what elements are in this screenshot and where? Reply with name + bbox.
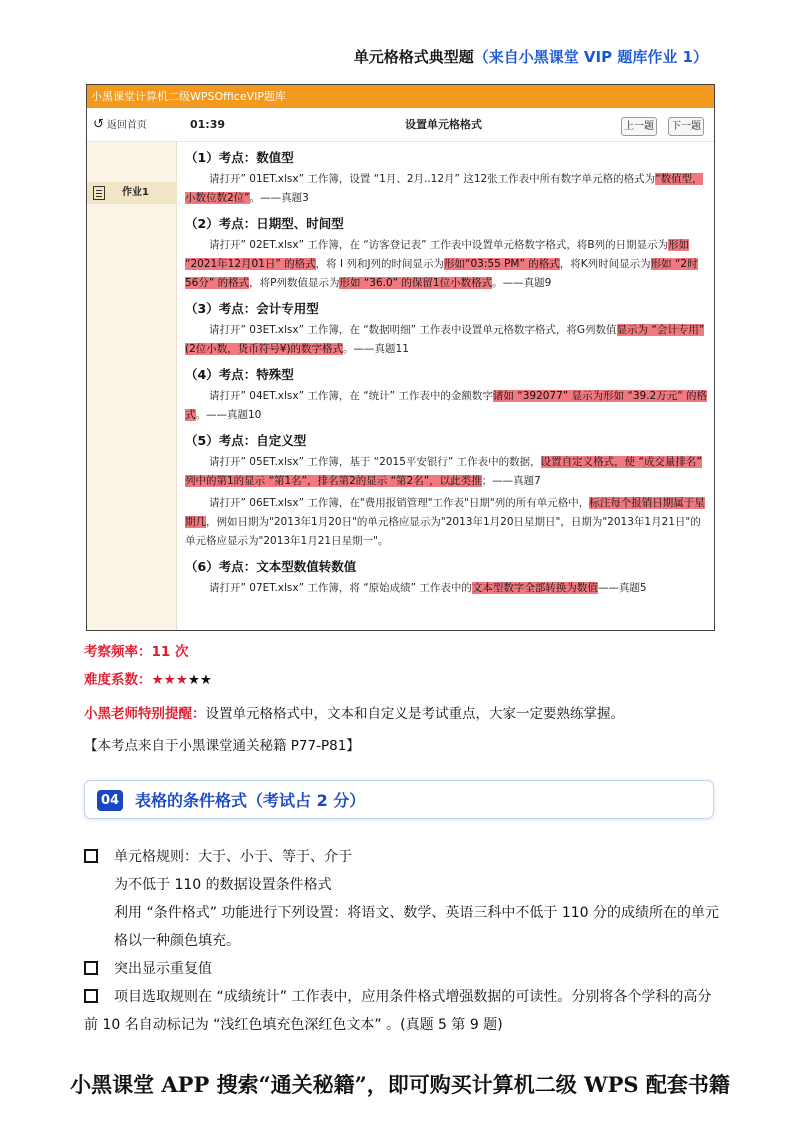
- checklist-item-text: 项目选取规则在 “成绩统计” 工作表中，应用条件格式增强数据的可读性。分别将各个学科的高分前 10 名自动标记为 “浅红色填充色深红色文本” 。(真题 5 第 9 题): [84, 989, 712, 1033]
- question-text: ，例如日期为"2013年1月20日"的单元格应显示为"2013年1月20日星期日"，日期为"2013年1月21日"的单元格应显示为"2013年1月21日星期一"。: [185, 516, 701, 547]
- question-text: 。——真题9: [492, 277, 552, 289]
- question-paragraph: [185, 170, 708, 208]
- checklist-item-text: 单元格规则：大于、小于、等于、介于: [114, 849, 352, 865]
- topic-heading: （6）考点：文本型数值转数值: [185, 559, 357, 574]
- app-title-bar: 小黑课堂计算机二级WPSOfficeVIP题库: [87, 85, 714, 108]
- checklist-item: [84, 955, 724, 983]
- app-toolbar: [87, 108, 714, 142]
- highlighted-text: 诸如 “392077” 显示为形如 “39.2万元” 的格式: [185, 390, 708, 421]
- next-question-button[interactable]: 下一题: [668, 117, 704, 136]
- question-text: 请打开” 05ET.xlsx” 工作簿，基于 “2015平安银行” 工作表中的数据，: [209, 456, 541, 468]
- question-text: 。——真题3: [249, 192, 309, 204]
- section-number: 04: [97, 790, 123, 811]
- question-paragraph: [185, 579, 708, 598]
- app-screenshot: [86, 84, 715, 631]
- question-text: 请打开” 04ET.xlsx” 工作簿，在 “统计” 工作表中的金额数字: [209, 390, 493, 402]
- screen-title: 设置单元格格式: [405, 118, 482, 131]
- question-text: 请打开” 02ET.xlsx” 工作簿，在 “访客登记表” 工作表中设置单元格数字格式，将B列的日期显示为: [209, 239, 669, 251]
- topic-heading: （3）考点：会计专用型: [185, 301, 319, 316]
- checkbox-icon: [84, 961, 98, 975]
- question-text: 请打开” 07ET.xlsx” 工作簿，将 “原始成绩” 工作表中的: [209, 582, 472, 594]
- difficulty-stars-empty: ★★: [187, 672, 213, 688]
- back-arrow-icon: ↺: [93, 117, 104, 132]
- difficulty: [84, 668, 212, 688]
- question-paragraph: [185, 387, 708, 425]
- sidebar-item-homework1[interactable]: [87, 182, 177, 204]
- timer: 01:39: [190, 118, 226, 131]
- source-note: 【本考点来自于小黑课堂通关秘籍 P77-P81】: [84, 738, 360, 754]
- highlighted-text: 形如“03:55 PM” 的格式: [444, 258, 560, 270]
- topic-heading: （5）考点：自定义型: [185, 433, 307, 448]
- document-title-source: （来自小黑课堂 VIP 题库作业 1）: [473, 48, 708, 66]
- back-home-button[interactable]: [93, 108, 147, 142]
- highlighted-text: 形如 “2021年12月01日” 的格式: [185, 239, 690, 270]
- document-icon: [93, 186, 105, 200]
- checklist-item-subtext: 为不低于 110 的数据设置条件格式: [114, 877, 332, 893]
- sidebar-item-label: 作业1: [122, 187, 149, 198]
- checklist-item-text: 突出显示重复值: [114, 961, 212, 977]
- highlighted-text: 文本型数字全部转换为数值: [471, 582, 598, 594]
- section-title: 表格的条件格式（考试占 2 分）: [135, 791, 366, 810]
- topic-heading: （2）考点：日期型、时间型: [185, 216, 344, 231]
- section-header: [84, 780, 714, 819]
- question-text: ，将P列数值显示为: [249, 277, 340, 289]
- back-home-label: 返回首页: [106, 120, 147, 131]
- highlighted-text: 设置自定义格式，使 “成交量排名” 列中的第1的显示 “第1名”，排名第2的显示 “第2名”，以此类推: [185, 456, 702, 487]
- difficulty-label: 难度系数：: [84, 672, 152, 688]
- question-text: 。——真题10: [195, 409, 262, 421]
- question-paragraph: [185, 321, 708, 359]
- difficulty-stars-filled: ★★★: [151, 672, 188, 688]
- question-text: ；——真题7: [481, 475, 541, 487]
- document-title: [354, 46, 708, 67]
- question-paragraph: [185, 494, 708, 551]
- highlighted-text: 形如 “2时56分” 的格式: [185, 258, 698, 289]
- checklist-item-detail: 利用 “条件格式” 功能进行下列设置：将语文、数学、英语三科中不低于 110 分的成绩所在的单元格以一种颜色填充。: [114, 905, 720, 949]
- question-text: 请打开” 06ET.xlsx” 工作簿，在"费用报销管理"工作表"日期"列的所有单元格中，: [209, 497, 590, 509]
- question-text: ——真题5: [597, 582, 647, 594]
- checklist-item: [84, 983, 724, 1039]
- question-text: 。——真题11: [343, 343, 409, 355]
- question-text: ，将K列时间显示为: [559, 258, 651, 270]
- question-text: 请打开” 03ET.xlsx” 工作簿，在 “数据明细” 工作表中设置单元格数字格式，将G列数值: [209, 324, 617, 336]
- checklist-item: [84, 843, 724, 955]
- footer-promo: 小黑课堂 APP 搜索“通关秘籍”，即可购买计算机二级 WPS 配套书籍: [70, 1072, 730, 1097]
- checkbox-icon: [84, 849, 98, 863]
- highlighted-text: 形如 “36.0” 的保留1位小数格式: [339, 277, 493, 289]
- highlighted-text: 标注每个报销日期属于星期几: [185, 497, 705, 528]
- question-content: [177, 142, 714, 630]
- reminder-label: 小黑老师特别提醒：: [84, 706, 206, 722]
- exam-frequency: 考察频率：11 次: [84, 644, 189, 660]
- reminder-text: 设置单元格格式中，文本和自定义是考试重点，大家一定要熟练掌握。: [205, 706, 624, 722]
- highlighted-text: “数值型，小数位数2位”: [185, 173, 703, 204]
- question-text: 请打开” 01ET.xlsx” 工作簿，设置 “1月、2月..12月” 这12张工作表中所有数字单元格的格式为: [209, 173, 656, 185]
- teacher-reminder: [84, 702, 624, 722]
- question-paragraph: [185, 236, 708, 293]
- highlighted-text: 显示为 “会计专用” (2位小数，货币符号¥)的数字格式: [185, 324, 705, 355]
- document-title-main: 单元格格式典型题: [353, 48, 474, 66]
- topic-heading: （4）考点：特殊型: [185, 367, 294, 382]
- topic-heading: （1）考点：数值型: [185, 150, 294, 165]
- sidebar: [87, 142, 177, 630]
- question-paragraph: [185, 453, 708, 491]
- question-text: ，将 I 列和J列的时间显示为: [315, 258, 445, 270]
- checklist: [84, 843, 724, 1039]
- prev-question-button[interactable]: 上一题: [621, 117, 657, 136]
- checkbox-icon: [84, 989, 98, 1003]
